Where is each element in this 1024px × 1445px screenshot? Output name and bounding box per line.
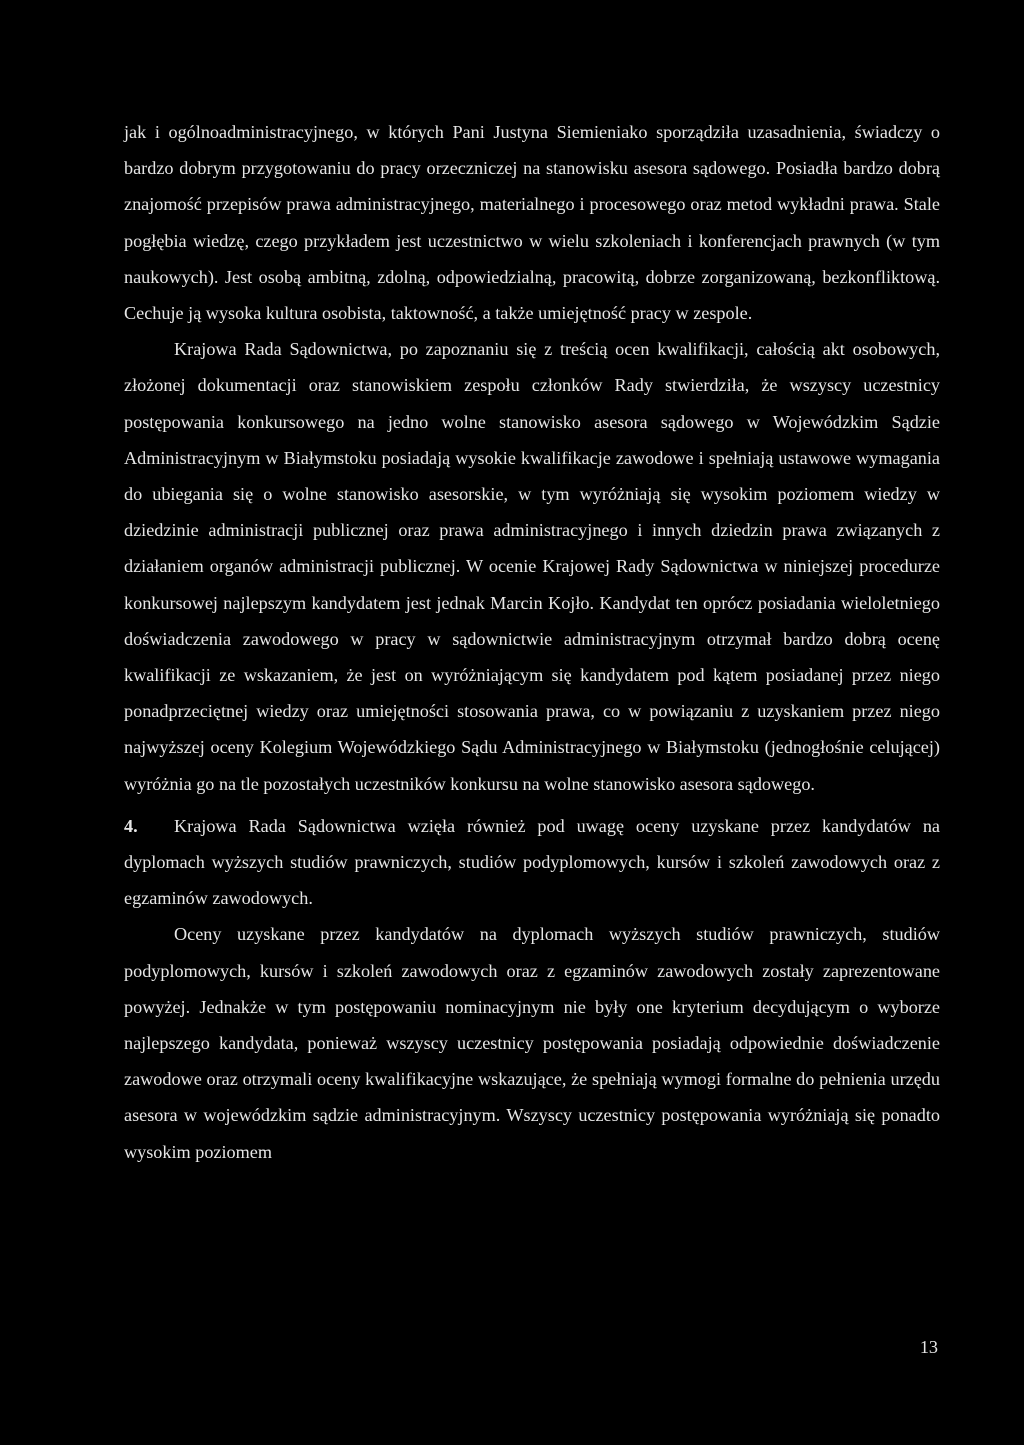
item-4-text: Krajowa Rada Sądownictwa wzięła również pod uwagę oceny uzyskane przez kandydatów na dyplomach wyższych studiów prawniczych, studiów podyplomowych, kursów i szkoleń zawodowych oraz z egzaminów zawodowych. bbox=[124, 815, 940, 909]
page-number: 13 bbox=[919, 1337, 938, 1357]
paragraph-grades: Oceny uzyskane przez kandydatów na dyplomach wyższych studiów prawniczych, studiów podyplomowych, kursów i szkoleń zawodowych oraz z egzaminów zawodowych zostały zaprezentowane powyżej. Jednakże w tym postępowaniu nominacyjnym nie były one kryterium decydującym o wyborze najlepszego kandydata, ponieważ wszyscy uczestnicy postępowania posiadają odpowiednie doświadczenie zawodowe oraz otrzymali oceny kwalifikacyjne wskazujące, że spełniają wymogi formalne do pełnienia urzędu asesora w wojewódzkim sądzie administracyjnym. Wszyscy uczestnicy postępowania wyróżniają się ponadto wysokim poziomem bbox=[124, 924, 940, 1162]
item-number: 4. bbox=[124, 815, 138, 836]
paragraph-continuation: jak i ogólnoadministracyjnego, w których Pani Justyna Siemieniako sporządziła uzasadnienia, świadczy o bardzo dobrym przygotowaniu do pracy orzeczniczej na stanowisku asesora sądowego. Posiadła bardzo dobrą znajomość przepisów prawa administracyjnego, materialnego i procesowego oraz metod wykładni prawa. Stale pogłębia wiedzę, czego przykładem jest uczestnictwo w wielu szkoleniach i konferencjach prawnych (w tym naukowych). Jest osobą ambitną, zdolną, odpowiedzialną, pracowitą, dobrze zorganizowaną, bezkonfliktową. Cechuje ją wysoka kultura osobista, taktowność, a także umiejętność pracy w zespole. bbox=[124, 122, 940, 324]
document-page bbox=[124, 114, 940, 1170]
paragraph-krs-assessment: Krajowa Rada Sądownictwa, po zapoznaniu się z treścią ocen kwalifikacji, całością akt osobowych, złożonej dokumentacji oraz stanowiskiem zespołu członków Rady stwierdziła, że wszyscy uczestnicy postępowania konkursowego na jedno wolne stanowisko asesora sądowego w Wojewódzkim Sądzie Administracyjnym w Białymstoku posiadają wysokie kwalifikacje zawodowe i spełniają ustawowe wymagania do ubiegania się o wolne stanowisko asesorskie, w tym wyróżniają się wysokim poziomem wiedzy w dziedzinie administracji publicznej oraz prawa administracyjnego i innych dziedzin prawa związanych z działaniem organów administracji publicznej. W ocenie Krajowej Rady Sądownictwa w niniejszej procedurze konkursowej najlepszym kandydatem jest jednak Marcin Kojło. Kandydat ten oprócz posiadania wieloletniego doświadczenia zawodowego w pracy w sądownictwie administracyjnym otrzymał bardzo dobrą ocenę kwalifikacji ze wskazaniem, że jest on wyróżniającym się kandydatem pod kątem posiadanej przez niego ponadprzeciętnej wiedzy oraz umiejętności stosowania prawa, co w powiązaniu z uzyskaniem przez niego najwyższej oceny Kolegium Wojewódzkiego Sądu Administracyjnego w Białymstoku (jednogłośnie celującej) wyróżnia go na tle pozostałych uczestników konkursu na wolne stanowisko asesora sądowego. bbox=[124, 339, 940, 794]
paragraph-item-4 bbox=[124, 808, 940, 917]
